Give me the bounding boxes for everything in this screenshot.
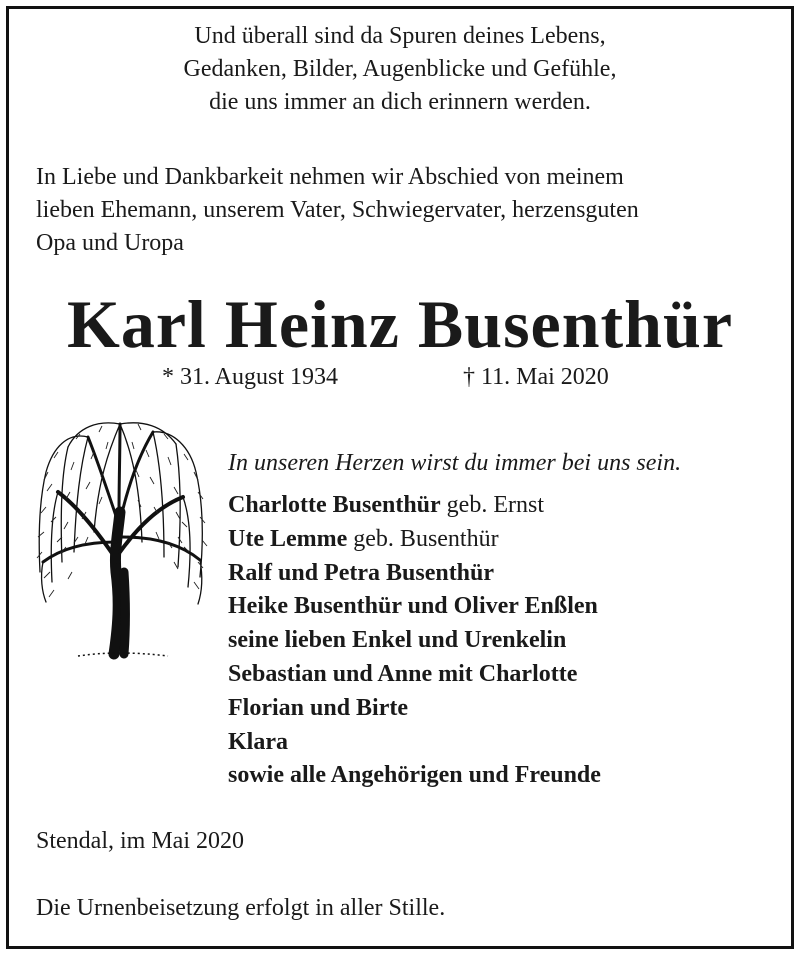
place-date: Stendal, im Mai 2020	[36, 828, 244, 854]
mourner-name: Florian und Birte	[228, 694, 409, 721]
mourner-name: sowie alle Angehörigen und Freunde	[228, 762, 601, 789]
mourner-line	[228, 692, 601, 726]
verse-line: die uns immer an dich erinnern werden.	[209, 89, 591, 115]
intro-line: lieben Ehemann, unserem Vater, Schwiegervater, herzensguten	[36, 197, 639, 223]
mourner-suffix: geb. Busenthür	[347, 525, 499, 552]
intro-line: Opa und Uropa	[36, 230, 184, 256]
intro-line: In Liebe und Dankbarkeit nehmen wir Abschied von meinem	[36, 164, 624, 190]
intro-text	[36, 161, 776, 260]
mourner-line	[228, 557, 601, 591]
mourner-line	[228, 624, 601, 658]
mourner-name: seine lieben Enkel und Urenkelin	[228, 627, 567, 654]
burial-note: Die Urnenbeisetzung erfolgt in aller Stille.	[36, 895, 446, 921]
memorial-motto: In unseren Herzen wirst du immer bei uns sein.	[228, 450, 682, 476]
mourner-line	[228, 590, 601, 624]
mourner-name: Charlotte Busenthür	[228, 492, 441, 518]
birth-date: * 31. August 1934	[162, 364, 339, 390]
memorial-verse	[0, 20, 800, 119]
mourner-line	[228, 523, 601, 557]
weeping-willow-tree-icon	[28, 412, 214, 664]
mourner-name: Heike Busenthür und Oliver Enßlen	[228, 593, 598, 620]
mourner-name: Klara	[228, 728, 288, 755]
mourner-line	[228, 726, 601, 760]
death-date: † 11. Mai 2020	[463, 364, 609, 390]
mourner-line	[228, 759, 601, 793]
mourner-line	[228, 489, 601, 523]
mourner-name: Sebastian und Anne mit Charlotte	[228, 660, 578, 687]
verse-line: Gedanken, Bilder, Augenblicke und Gefühle,	[183, 56, 617, 82]
mourner-name: Ralf und Petra Busenthür	[228, 559, 495, 586]
verse-line: Und überall sind da Spuren deines Lebens,	[194, 23, 606, 49]
mourner-name: Ute Lemme	[228, 525, 348, 552]
mourner-suffix: geb. Ernst	[440, 492, 544, 518]
mourners-list	[228, 489, 601, 793]
mourner-line	[228, 658, 601, 692]
deceased-name: Karl Heinz Busenthür	[66, 286, 734, 362]
